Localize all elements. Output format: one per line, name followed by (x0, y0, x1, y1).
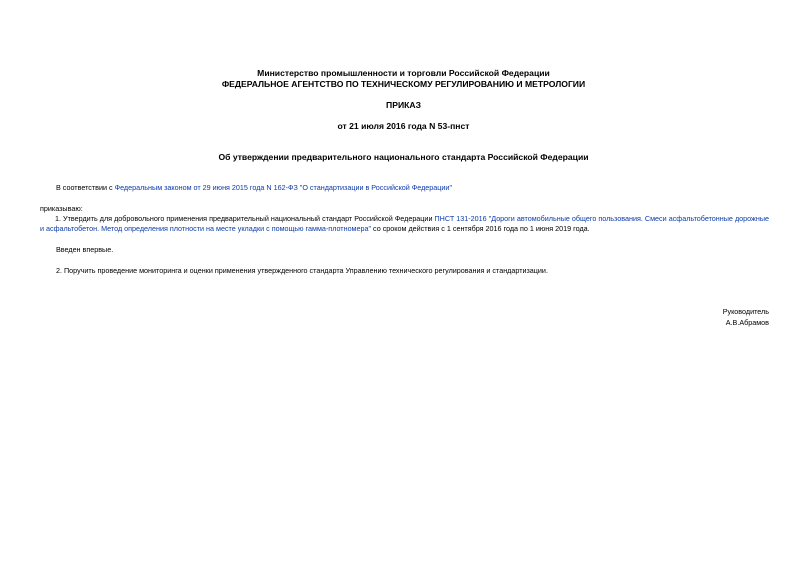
ministry-name: Министерство промышленности и торговли Российской Федерации (257, 68, 550, 78)
document-title: Об утверждении предварительного национального стандарта Российской Федерации (218, 152, 589, 162)
item-1-text: 1. Утвердить для добровольного применения предварительный национальный стандарт Российской Федерации (55, 214, 435, 223)
preamble-paragraph (56, 183, 452, 193)
standard-link[interactable]: ПНСТ 131-2016 "Дороги автомобильные общего пользования. Смеси асфальтобетонные дорожные и асфальтобетон. Метод определения плотности на месте укладки с помощью гамма-плотномера" (40, 214, 769, 233)
document-type: ПРИКАЗ (386, 100, 421, 110)
signature-name: А.В.Абрамов (725, 318, 769, 327)
introduced-note: Введен впервые. (56, 245, 114, 254)
item-1-suffix: со сроком действия с 1 сентября 2016 года по 1 июня 2019 года. (371, 224, 590, 233)
item-2-paragraph: 2. Поручить проведение мониторинга и оценки применения утвержденного стандарта Управлению технического регулирования и стандартизации. (56, 266, 548, 275)
item-1-paragraph (40, 214, 769, 234)
document-date-number: от 21 июля 2016 года N 53-пнст (337, 121, 470, 131)
order-word: приказываю: (40, 204, 83, 213)
preamble-text: В соответствии с (56, 183, 115, 192)
agency-name: ФЕДЕРАЛЬНОЕ АГЕНТСТВО ПО ТЕХНИЧЕСКОМУ РЕГУЛИРОВАНИЮ И МЕТРОЛОГИИ (221, 79, 586, 89)
signature-role: Руководитель (722, 307, 769, 316)
federal-law-link[interactable]: Федеральным законом от 29 июня 2015 года N 162-ФЗ "О стандартизации в Российской Федерации" (114, 183, 452, 192)
